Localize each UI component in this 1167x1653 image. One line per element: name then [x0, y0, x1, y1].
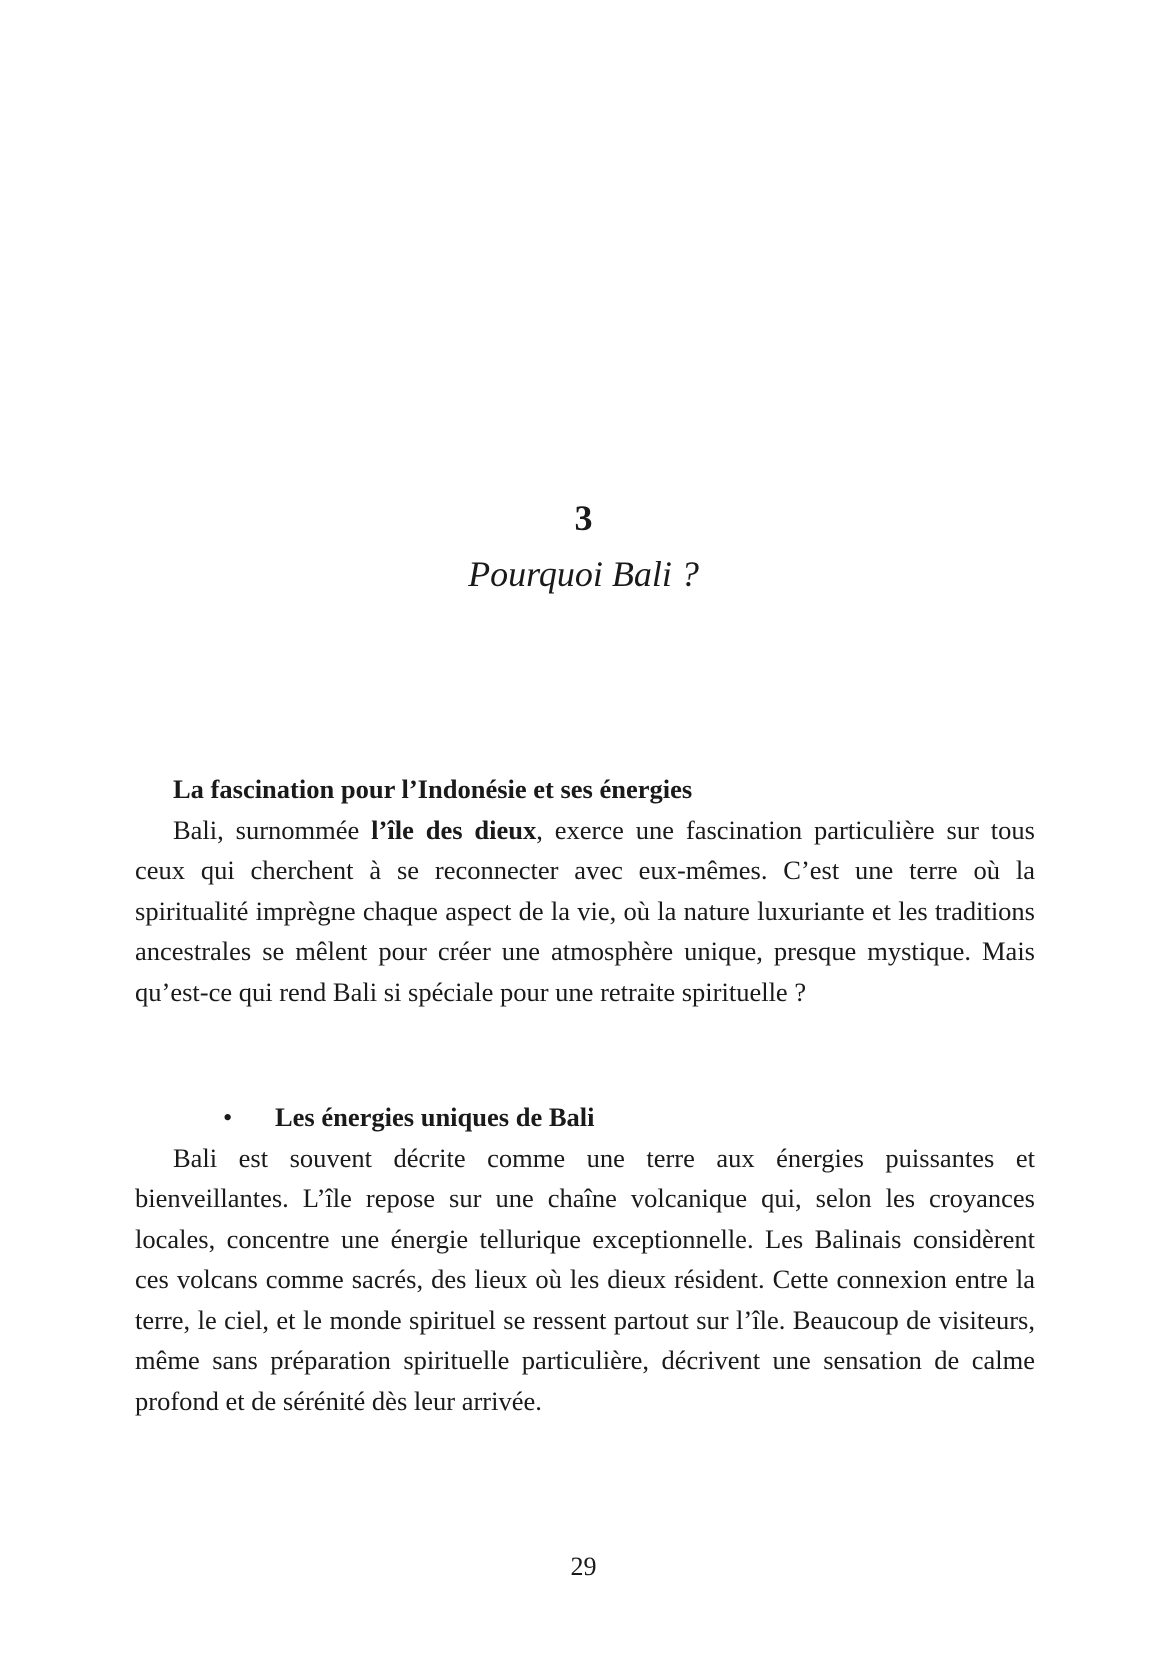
chapter-title: Pourquoi Bali ? [468, 554, 699, 594]
section-fascination [135, 769, 1035, 1012]
body-paragraph [135, 810, 1035, 1013]
body-paragraph: Bali est souvent décrite comme une terre aux énergies puissantes et bienveillantes. L’île repose sur une chaîne volcanique qui, selon les croyances locales, concentre une énergie tellurique exceptionnelle. Les Balinais considèrent ces volcans comme sacrés, des lieux où les dieux résident. Cette connexion entre la terre, le ciel, et le monde spirituel se ressent partout sur l’île. Beaucoup de visiteurs, même sans préparation spirituelle particulière, décrivent une sensation de calme profond et de sérénité dès leur arrivée. [135, 1142, 1035, 1416]
section-heading: La fascination pour l’Indonésie et ses énergies [173, 774, 693, 804]
paragraph-text-start: Bali, surnommée [173, 814, 372, 845]
bullet-heading-text: Les énergies uniques de Bali [275, 1102, 595, 1132]
paragraph-text-end: , exerce une fascination particulière sur tous ceux qui cherchent à se reconnecter avec eux-mêmes. C’est une terre où la spiritualité imprègne chaque aspect de la vie, où la nature luxuriante et les traditions ancestrales se mêlent pour créer une atmosphère unique, presque mystique. Mais qu’est-ce qui rend Bali si spéciale pour une retraite spirituelle ? [135, 814, 1035, 1007]
chapter-number: 3 [574, 498, 593, 538]
bullet-icon: • [223, 1102, 233, 1132]
page-number: 29 [570, 1552, 597, 1581]
bullet-heading [135, 1097, 1035, 1138]
bold-phrase: l’île des dieux [371, 814, 537, 845]
section-energies [135, 1097, 1035, 1421]
